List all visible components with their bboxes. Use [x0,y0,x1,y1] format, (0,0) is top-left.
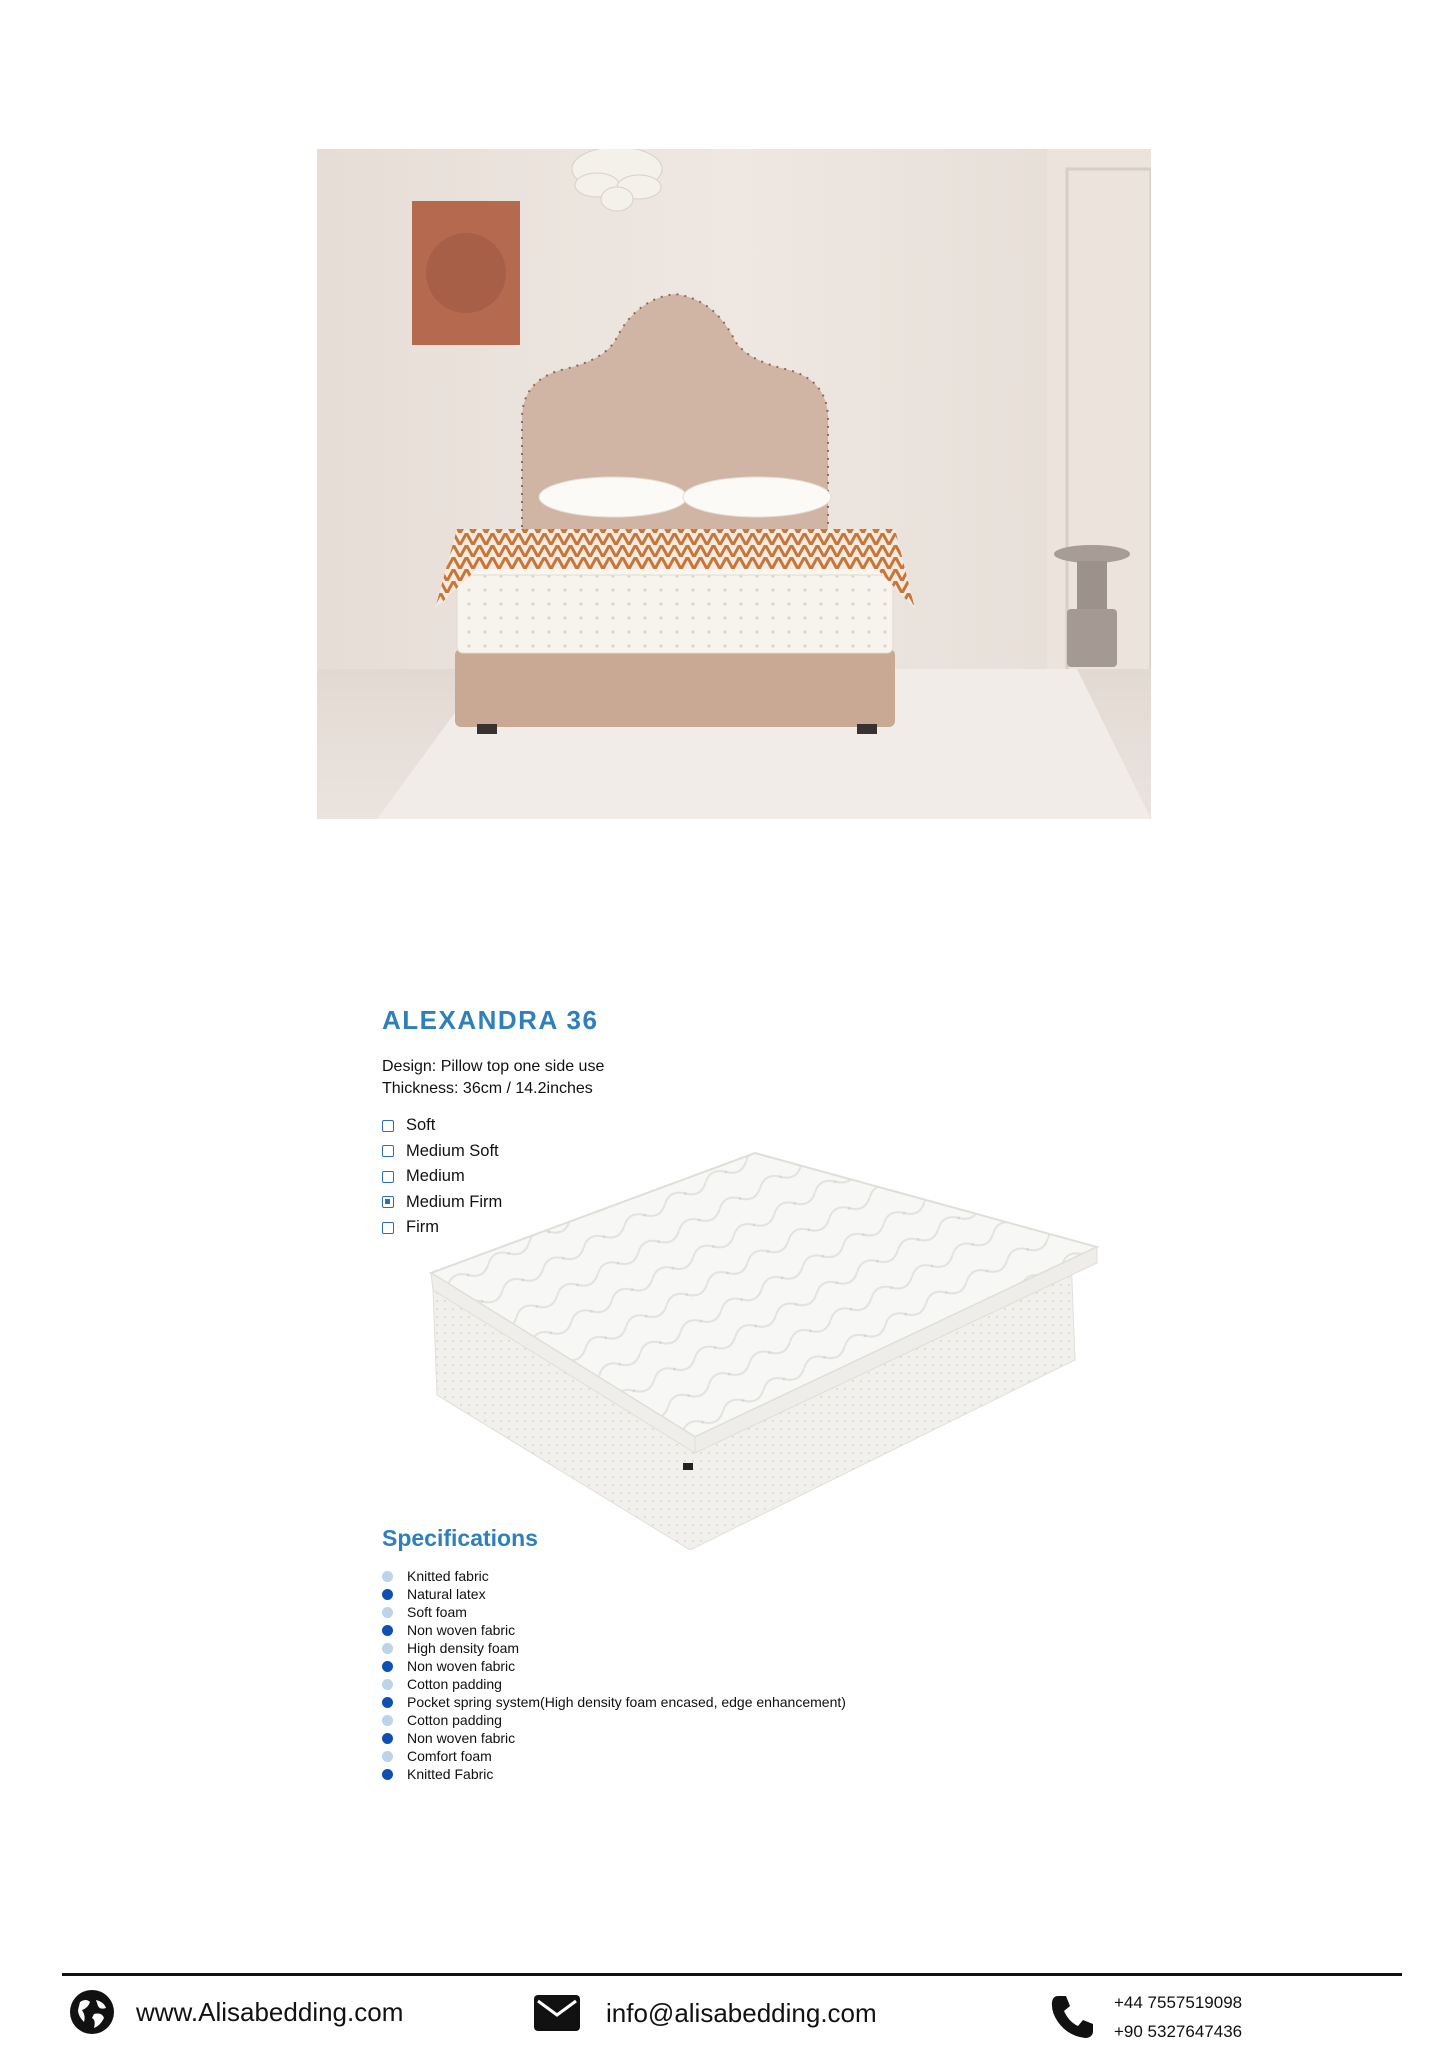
globe-icon [68,1988,116,2036]
spec-label: Comfort foam [407,1748,492,1764]
spec-label: High density foam [407,1640,520,1656]
spec-label: Non woven fabric [407,1730,516,1746]
spec-item [382,1747,846,1765]
spec-item [382,1603,846,1621]
firmness-label: Medium Soft [406,1141,499,1160]
phone-icon [1050,1994,1094,2040]
spec-label: Knitted Fabric [407,1766,494,1782]
spec-item [382,1729,846,1747]
specifications-list [382,1567,846,1783]
email-link[interactable]: info@alisabedding.com [606,1997,877,2028]
checkbox-icon [382,1120,394,1132]
spec-item [382,1585,846,1603]
bullet-dot-icon [382,1715,393,1726]
firmness-label: Firm [406,1218,439,1237]
spec-item [382,1693,846,1711]
design-text: Design: Pillow top one side use [382,1058,605,1075]
bullet-dot-icon [382,1679,393,1690]
footer-email[interactable] [534,1995,877,2031]
spec-label: Natural latex [407,1586,486,1602]
footer-phone[interactable] [1050,1988,1242,2046]
phone-tr[interactable]: +90 5327647436 [1114,2022,1243,2041]
spec-item [382,1765,846,1783]
bullet-dot-icon [382,1697,393,1708]
checked-checkbox-icon [382,1196,394,1208]
firmness-label: Medium Firm [406,1192,503,1211]
bullet-dot-icon [382,1643,393,1654]
spec-item [382,1675,846,1693]
thickness-text: Thickness: 36cm / 14.2inches [382,1080,593,1097]
spec-item [382,1567,846,1585]
bullet-dot-icon [382,1769,393,1780]
spec-item [382,1657,846,1675]
product-title: ALEXANDRA 36 [382,1005,599,1035]
specifications-title: Specifications [382,1525,538,1551]
bullet-dot-icon [382,1733,393,1744]
spec-item [382,1621,846,1639]
firmness-label: Medium [406,1167,465,1186]
spec-label: Cotton padding [407,1712,502,1728]
website-link[interactable]: www.Alisabedding.com [136,1996,404,2027]
footer-website[interactable] [68,1988,403,2036]
envelope-icon [534,1995,580,2031]
spec-label: Pocket spring system(High density foam encased, edge enhancement) [407,1694,846,1710]
checkbox-icon [382,1171,394,1183]
phone-uk[interactable]: +44 7557519098 [1114,1993,1243,2012]
bullet-dot-icon [382,1571,393,1582]
spec-item [382,1639,846,1657]
bullet-dot-icon [382,1607,393,1618]
footer-divider [62,1973,1402,1976]
firmness-label: Soft [406,1116,436,1135]
product-description [382,1056,604,1100]
mattress-image [425,1145,1105,1550]
bedroom-photo [317,149,1151,819]
bullet-dot-icon [382,1625,393,1636]
bullet-dot-icon [382,1589,393,1600]
checkbox-icon [382,1145,394,1157]
checkbox-icon [382,1222,394,1234]
spec-item [382,1711,846,1729]
spec-label: Non woven fabric [407,1622,516,1638]
spec-label: Knitted fabric [407,1568,489,1584]
spec-label: Soft foam [407,1604,467,1620]
bullet-dot-icon [382,1661,393,1672]
bullet-dot-icon [382,1751,393,1762]
firmness-option-soft [382,1113,502,1139]
phone-numbers [1114,1988,1242,2046]
spec-label: Non woven fabric [407,1658,516,1674]
spec-label: Cotton padding [407,1676,502,1692]
